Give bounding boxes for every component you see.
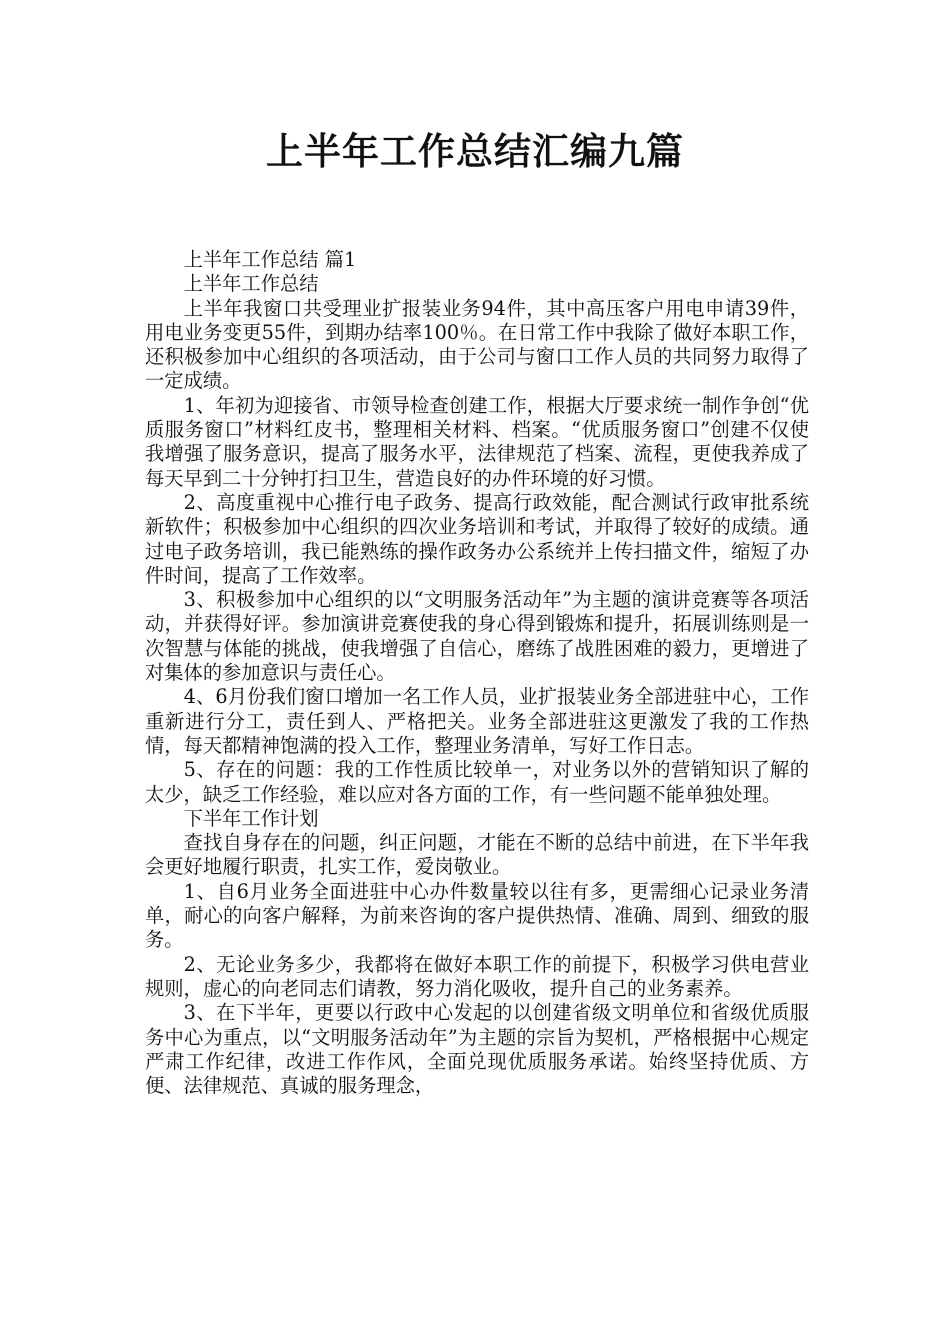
document-body [145, 248, 809, 1098]
body-paragraph: 3、在下半年，更要以行政中心发起的以创建省级文明单位和省级优质服务中心为重点，以“文明服务活动年”为主题的宗旨为契机，严格根据中心规定严肃工作纪律，改进工作作风，全面兑现优质服务承诺。始终坚持优质、方便、法律规范、真诚的服务理念， [145, 1001, 809, 1098]
body-paragraph: 5、存在的问题：我的工作性质比较单一，对业务以外的营销知识了解的太少，缺乏工作经验，难以应对各方面的工作，有一些问题不能单独处理。 [145, 758, 809, 806]
subsection-heading: 上半年工作总结 [183, 272, 319, 296]
body-paragraph: 1、自6月业务全面进驻中心办件数量较以往有多，更需细心记录业务清单，耐心的向客户解释，为前来咨询的客户提供热情、准确、周到、细致的服务。 [145, 879, 809, 952]
subsection-heading: 下半年工作计划 [183, 806, 319, 830]
body-paragraph: 4、6月份我们窗口增加一名工作人员，业扩报装业务全部进驻中心，工作重新进行分工，责任到人、严格把关。业务全部进驻这更激发了我的工作热情，每天都精神饱满的投入工作，整理业务清单，写好工作日志。 [145, 685, 809, 757]
body-paragraph: 上半年我窗口共受理业扩报装业务94件，其中高压客户用电申请39件，用电业务变更55件，到期办结率100％。在日常工作中我除了做好本职工作，还积极参加中心组织的各项活动，由于公司与窗口工作人员的共同努力取得了一定成绩。 [145, 296, 809, 393]
body-paragraph: 查找自身存在的问题，纠正问题，才能在不断的总结中前进，在下半年我会更好地履行职责，扎实工作，爱岗敬业。 [145, 831, 809, 879]
body-paragraph: 3、积极参加中心组织的以“文明服务活动年”为主题的演讲竞赛等各项活动，并获得好评。参加演讲竞赛使我的身心得到锻炼和提升，拓展训练则是一次智慧与体能的挑战，使我增强了自信心，磨练了战胜困难的毅力，更增进了对集体的参加意识与责任心。 [145, 588, 809, 685]
body-paragraph: 2、无论业务多少，我都将在做好本职工作的前提下，积极学习供电营业规则，虚心的向老同志们请教，努力消化吸收，提升自己的业务素养。 [145, 952, 809, 1000]
body-paragraph: 2、高度重视中心推行电子政务、提高行政效能，配合测试行政审批系统新软件；积极参加中心组织的四次业务培训和考试，并取得了较好的成绩。通过电子政务培训，我已能熟练的操作政务办公系统并上传扫描文件，缩短了办件时间，提高了工作效率。 [145, 490, 809, 587]
section-heading: 上半年工作总结 篇1 [183, 248, 357, 271]
body-paragraph: 1、年初为迎接省、市领导检查创建工作，根据大厅要求统一制作争创“优质服务窗口”材料红皮书，整理相关材料、档案。“优质服务窗口”创建不仅使我增强了服务意识，提高了服务水平，法律规范了档案、流程，更使我养成了每天早到二十分钟打扫卫生，营造良好的办件环境的好习惯。 [145, 393, 809, 490]
document-title: 上半年工作总结汇编九篇 [266, 130, 684, 173]
